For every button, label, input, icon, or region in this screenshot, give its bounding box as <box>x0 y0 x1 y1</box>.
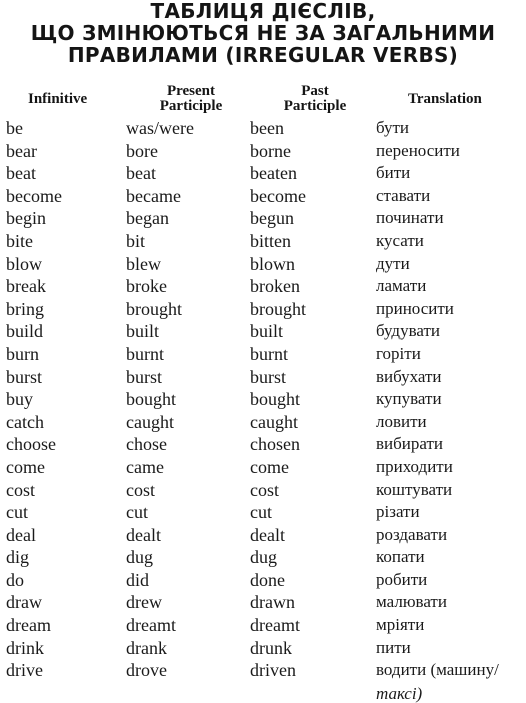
translation-cell: роздавати <box>376 524 448 544</box>
table-row <box>0 479 526 502</box>
past-participle-cell: drunk <box>250 637 292 658</box>
header-past-participle <box>270 84 360 114</box>
past-participle-cell: cost <box>250 479 279 500</box>
past-participle-cell: drawn <box>250 592 295 613</box>
present-participle-cell: caught <box>126 411 174 432</box>
present-participle-cell: dreamt <box>126 615 176 636</box>
infinitive-cell: burn <box>6 343 39 364</box>
header-infinitive: Infinitive <box>28 91 88 107</box>
translation-cell: дути <box>376 253 410 273</box>
present-participle-cell: cut <box>126 502 148 523</box>
translation-cell: коштувати <box>376 479 453 499</box>
present-participle-cell: dealt <box>126 524 161 545</box>
present-participle-cell: bought <box>126 389 177 410</box>
table-row <box>0 275 526 298</box>
infinitive-cell: break <box>6 276 46 297</box>
present-participle-cell: built <box>126 321 160 342</box>
infinitive-cell: beat <box>6 163 36 184</box>
translation-cell: починати <box>376 208 444 228</box>
infinitive-cell: drink <box>6 637 44 658</box>
present-participle-cell: broke <box>126 276 167 297</box>
table-row <box>0 501 526 524</box>
present-participle-cell: did <box>126 569 150 590</box>
table-row <box>0 117 526 140</box>
translation-cell: робити <box>376 569 428 589</box>
table-row <box>0 524 526 547</box>
header-present-line-1: Present <box>166 83 216 99</box>
infinitive-cell: begin <box>6 208 46 229</box>
header-present-line-2: Participle <box>159 98 223 114</box>
infinitive-cell: blow <box>6 253 42 274</box>
present-participle-cell: bore <box>126 140 158 161</box>
infinitive-cell: draw <box>6 592 42 613</box>
past-participle-cell: cut <box>250 502 272 523</box>
table-row <box>0 659 526 682</box>
present-participle-cell: drew <box>126 592 162 613</box>
infinitive-cell: deal <box>6 524 36 545</box>
translation-cell: приходити <box>376 456 453 476</box>
table-row <box>0 637 526 660</box>
infinitive-cell: do <box>6 569 24 590</box>
past-participle-cell: come <box>250 456 289 477</box>
infinitive-cell: bear <box>6 140 37 161</box>
present-participle-cell: dug <box>126 547 153 568</box>
past-participle-cell: dreamt <box>250 615 300 636</box>
past-participle-cell: broken <box>250 276 300 297</box>
present-participle-cell: brought <box>126 298 182 319</box>
table-row <box>0 411 526 434</box>
translation-cell: пити <box>376 637 411 657</box>
translation-cell: ставати <box>376 185 431 205</box>
present-participle-cell: drove <box>126 660 167 681</box>
table-row <box>0 614 526 637</box>
table-row <box>0 366 526 389</box>
infinitive-cell: be <box>6 118 23 138</box>
infinitive-cell: build <box>6 321 44 342</box>
infinitive-cell: catch <box>6 411 44 432</box>
page-title-line-3: ПРАВИЛАМИ (IRREGULAR VERBS) <box>67 43 459 67</box>
past-participle-cell: brought <box>250 298 306 319</box>
infinitive-cell: cut <box>6 502 28 523</box>
page-title-line-1: ТАБЛИЦЯ ДІЄСЛІВ, <box>150 0 376 23</box>
translation-cell: водити (машину/ <box>376 660 499 680</box>
table-row <box>0 569 526 592</box>
table-row <box>0 456 526 479</box>
table-row <box>0 298 526 321</box>
table-row <box>0 230 526 253</box>
present-participle-cell: cost <box>126 479 155 500</box>
table-row <box>0 320 526 343</box>
translation-cell: ламати <box>376 276 427 296</box>
infinitive-cell: bring <box>6 298 44 319</box>
past-participle-cell: been <box>250 118 284 138</box>
page-title-line-2: ЩО ЗМІНЮЮТЬСЯ НЕ ЗА ЗАГАЛЬНИМИ <box>30 21 496 45</box>
present-participle-cell: beat <box>126 163 156 184</box>
table-row <box>0 185 526 208</box>
past-participle-cell: begun <box>250 208 294 229</box>
present-participle-cell: drank <box>126 637 167 658</box>
present-participle-cell: came <box>126 456 164 477</box>
table-row <box>0 140 526 163</box>
present-participle-cell: began <box>126 208 169 229</box>
infinitive-cell: burst <box>6 366 42 387</box>
past-participle-cell: caught <box>250 411 298 432</box>
translation-cell: різати <box>376 502 420 522</box>
infinitive-cell: drive <box>6 660 43 681</box>
infinitive-cell: come <box>6 456 45 477</box>
present-participle-cell: blew <box>126 253 161 274</box>
past-participle-cell: bitten <box>250 230 291 251</box>
past-participle-cell: burst <box>250 366 286 387</box>
past-participle-cell: burnt <box>250 343 288 364</box>
translation-cell: купувати <box>376 389 442 409</box>
past-participle-cell: done <box>250 569 285 590</box>
past-participle-cell: become <box>250 185 306 206</box>
translation-cell: мріяти <box>376 615 425 635</box>
infinitive-cell: become <box>6 185 62 206</box>
translation-cell: вибирати <box>376 434 444 454</box>
translation-cell: бити <box>376 163 411 183</box>
header-past-line-2: Participle <box>283 98 347 114</box>
header-present-participle <box>146 84 236 114</box>
past-participle-cell: dug <box>250 547 277 568</box>
infinitive-cell: buy <box>6 389 33 410</box>
past-participle-cell: chosen <box>250 434 300 455</box>
infinitive-cell: dig <box>6 547 30 568</box>
past-participle-cell: bought <box>250 389 301 410</box>
translation-cell: вибухати <box>376 366 442 386</box>
infinitive-cell: bite <box>6 230 33 251</box>
translation-cell: приносити <box>376 298 454 318</box>
table-row <box>0 207 526 230</box>
present-participle-cell: bit <box>126 230 146 251</box>
translation-cell: копати <box>376 547 425 567</box>
table-row <box>0 162 526 185</box>
infinitive-cell: dream <box>6 615 51 636</box>
translation-cell: горіти <box>376 343 421 363</box>
translation-cell: ловити <box>376 411 427 431</box>
present-participle-cell: was/were <box>126 118 194 138</box>
infinitive-cell: cost <box>6 479 35 500</box>
present-participle-cell: burnt <box>126 343 164 364</box>
translation-cell: будувати <box>376 321 441 341</box>
header-past-line-1: Past <box>301 83 329 99</box>
table-row <box>0 343 526 366</box>
past-participle-cell: borne <box>250 140 291 161</box>
table-row <box>0 433 526 456</box>
translation-cell: бути <box>376 118 410 137</box>
verb-table-body <box>0 117 526 682</box>
present-participle-cell: burst <box>126 366 162 387</box>
header-translation: Translation <box>408 91 482 107</box>
past-participle-cell: blown <box>250 253 295 274</box>
table-row <box>0 253 526 276</box>
translation-cell: переносити <box>376 140 460 160</box>
past-participle-cell: driven <box>250 660 296 681</box>
past-participle-cell: dealt <box>250 524 285 545</box>
table-row <box>0 546 526 569</box>
present-participle-cell: became <box>126 185 181 206</box>
present-participle-cell: chose <box>126 434 167 455</box>
past-participle-cell: built <box>250 321 284 342</box>
infinitive-cell: choose <box>6 434 56 455</box>
last-row-note: таксі) <box>376 684 423 703</box>
past-participle-cell: beaten <box>250 163 297 184</box>
translation-cell: кусати <box>376 230 424 250</box>
table-row <box>0 591 526 614</box>
table-row <box>0 388 526 411</box>
translation-cell: малювати <box>376 592 447 612</box>
